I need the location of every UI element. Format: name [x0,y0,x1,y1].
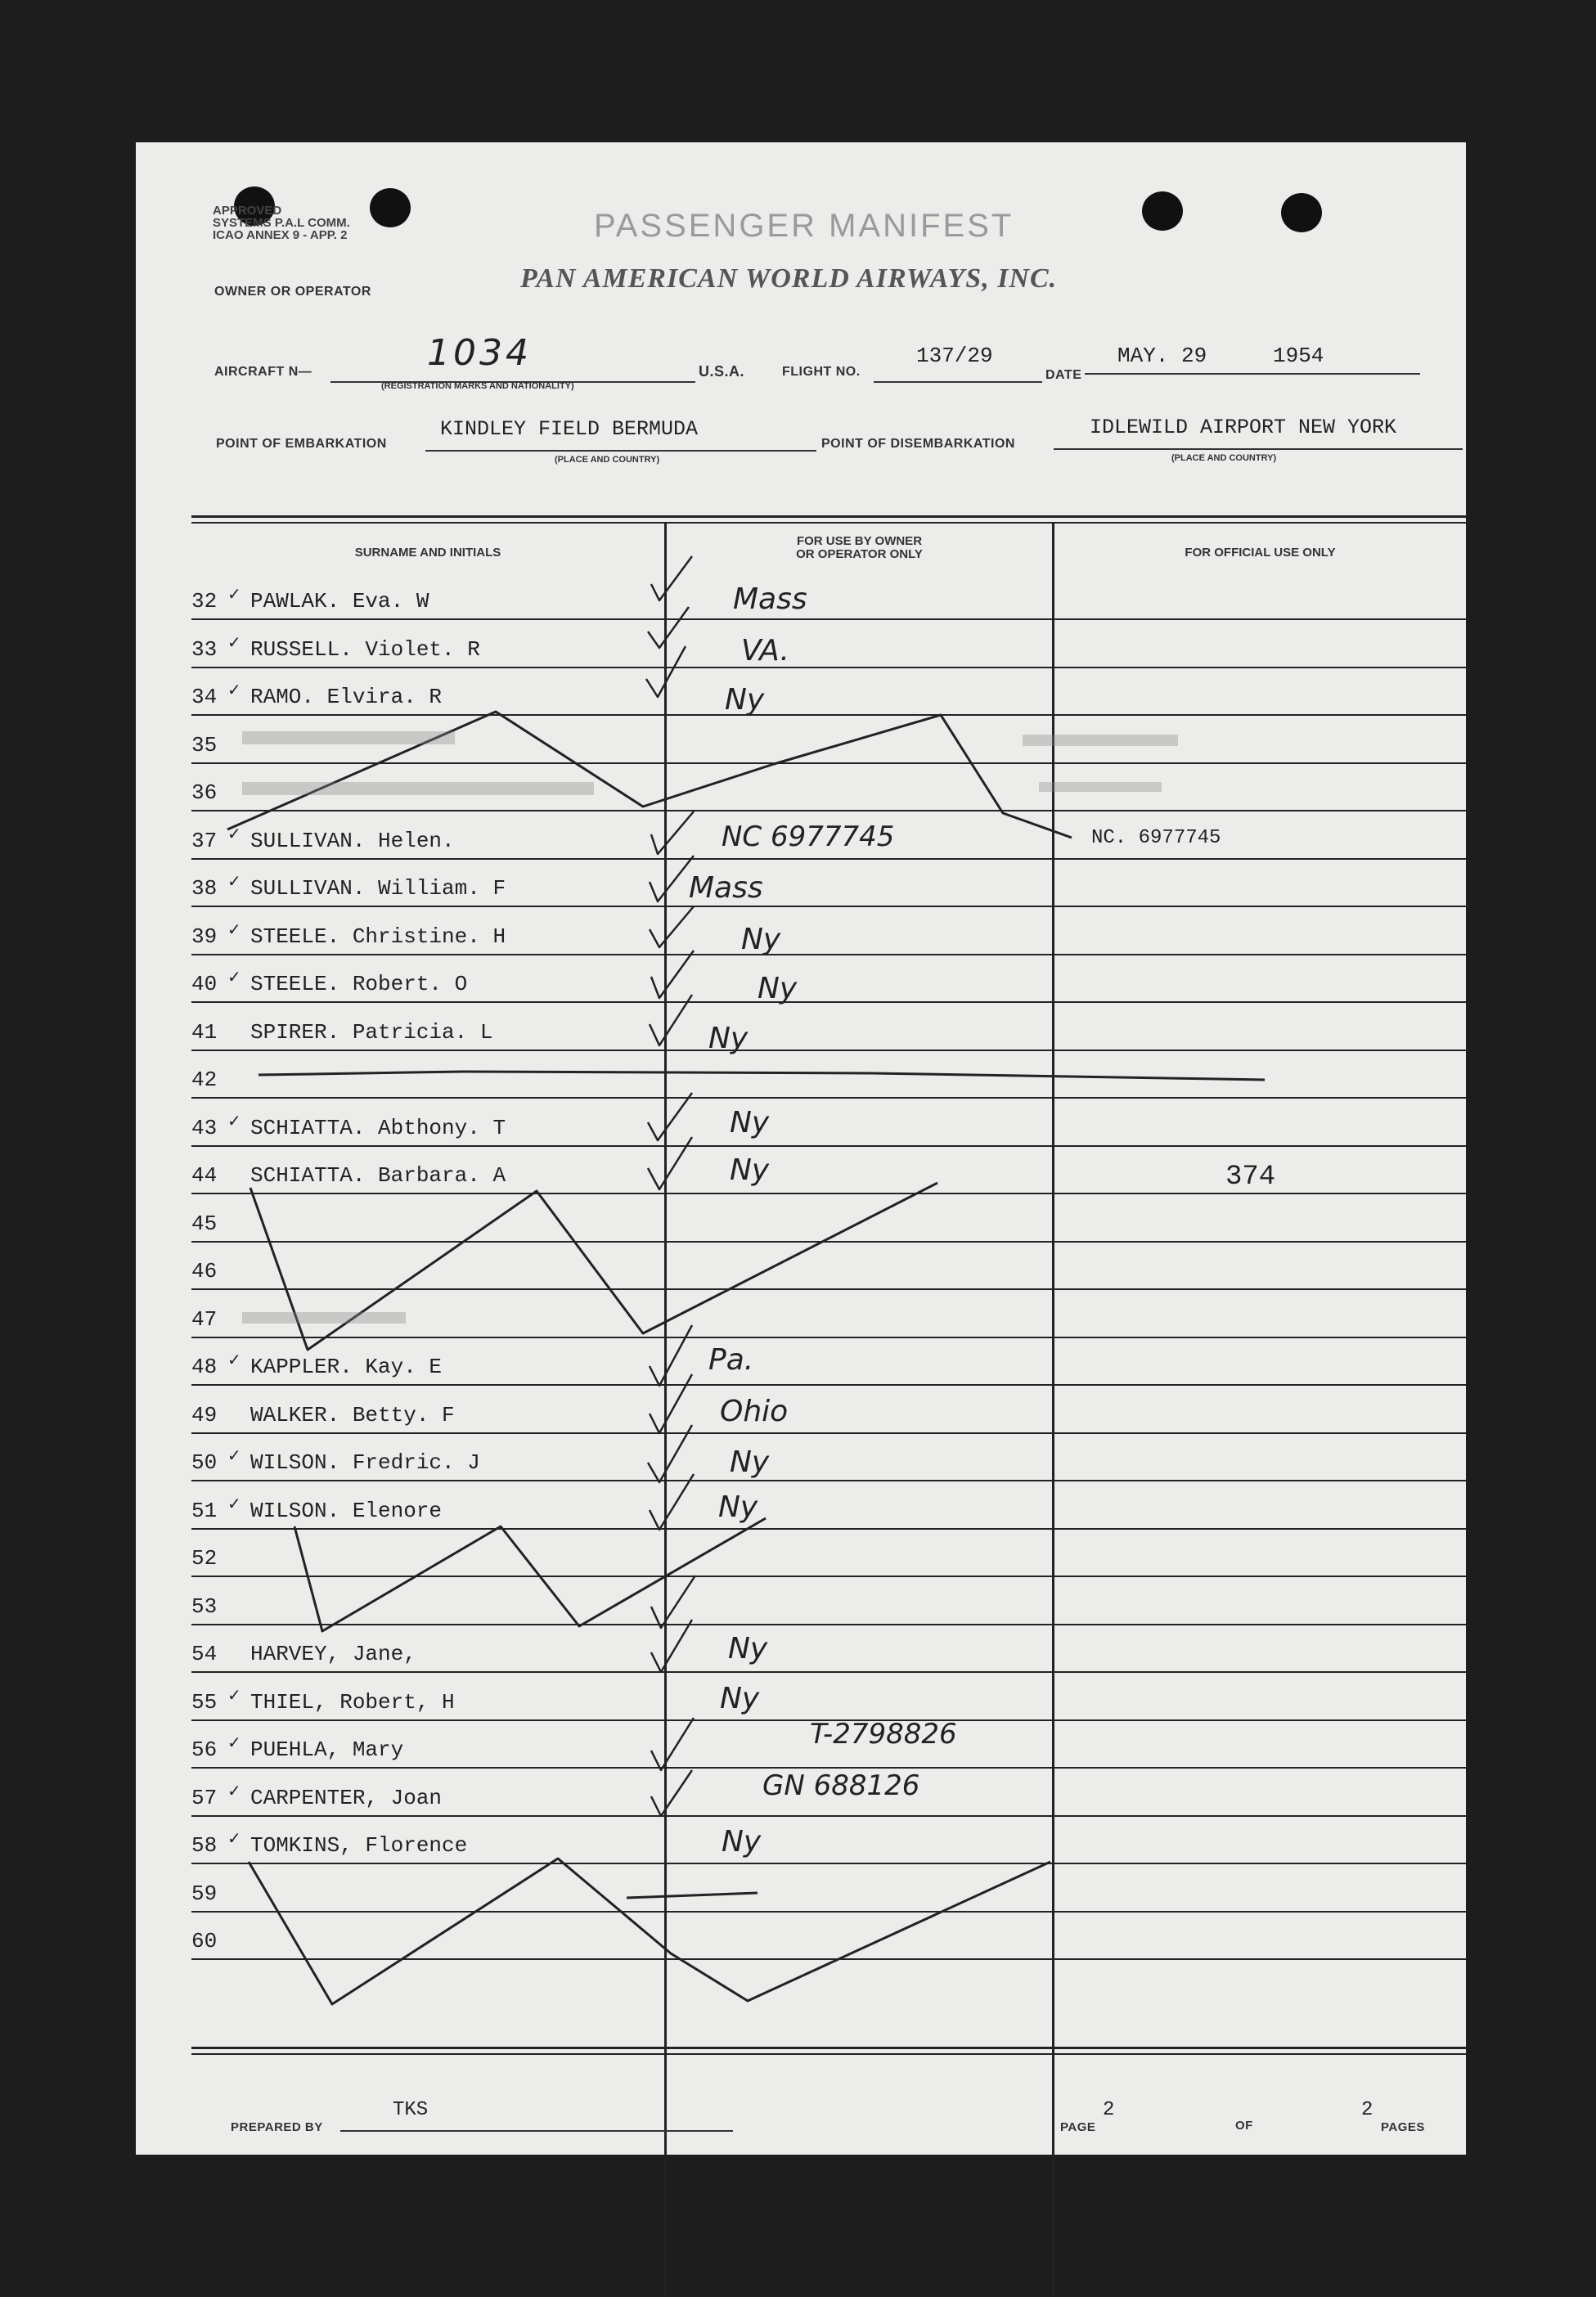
check-marks [651,1770,692,1816]
approval-line: ICAO ANNEX 9 - APP. 2 [213,228,348,242]
owner-use-header-2: OR OPERATOR ONLY [796,547,923,561]
check-mark: ✓ [227,1685,241,1705]
check-marks [651,1576,695,1628]
passenger-name: RUSSELL. Violet. R [250,637,480,662]
owner-note: Ny [728,1632,768,1665]
strikeout-rows-59-60 [249,1859,1050,2004]
row-number: 51 [191,1499,218,1523]
check-marks [651,811,694,854]
company-name: PAN AMERICAN WORLD AIRWAYS, INC. [520,263,1058,294]
check-marks [650,1325,692,1386]
passenger-name: SCHIATTA. Barbara. A [250,1163,506,1188]
row-number: 59 [191,1881,218,1906]
aircraft-value: 1034 [427,332,532,374]
row-number: 36 [191,780,218,805]
passenger-name: STEELE. Robert. O [250,972,468,996]
check-marks [651,556,692,600]
check-mark: ✓ [227,1494,241,1513]
strikeout-rows-45-47 [250,1183,937,1350]
page-value: 2 [1103,2099,1115,2121]
passenger-name: WALKER. Betty. F [250,1403,455,1427]
check-mark: ✓ [227,1781,241,1800]
passenger-name: PAWLAK. Eva. W [250,589,429,614]
check-mark: ✓ [227,632,241,652]
passenger-name: HARVEY, Jane, [250,1642,416,1666]
check-marks [651,1620,692,1672]
flight-label: FLIGHT NO. [782,365,861,379]
check-mark: ✓ [227,1733,241,1752]
row-number: 58 [191,1833,218,1858]
official-header: FOR OFFICIAL USE ONLY [1185,546,1336,560]
check-mark: ✓ [227,824,241,843]
owner-note: Ny [730,1153,770,1187]
passenger-name: THIEL, Robert, H [250,1690,455,1715]
date-label: DATE [1045,368,1082,382]
page-label: PAGE [1060,2120,1096,2134]
passenger-name: STEELE. Christine. H [250,924,506,949]
row-number: 44 [191,1163,218,1188]
erasure-smudge [242,782,594,795]
place-caption-2: (PLACE AND COUNTRY) [1171,453,1277,463]
row-number: 52 [191,1546,218,1571]
check-marks [648,1425,692,1482]
manifest-sheet [136,142,1466,2155]
row-number: 56 [191,1737,218,1762]
owner-note: Pa. [708,1343,754,1377]
check-marks [651,951,694,998]
owner-label: OWNER OR OPERATOR [214,285,371,299]
owner-note: T-2798826 [810,1718,957,1751]
strikeout-rows-52-53 [294,1518,766,1631]
strikeout-rows-35-36 [227,712,1072,838]
owner-note: GN 688126 [762,1769,920,1802]
check-marks [650,995,692,1045]
row-number: 50 [191,1450,218,1475]
row-number: 41 [191,1020,218,1045]
aircraft-label: AIRCRAFT N— [214,365,312,379]
row-number: 48 [191,1355,218,1379]
check-mark: ✓ [227,1350,241,1369]
passenger-name: SCHIATTA. Abthony. T [250,1116,506,1140]
check-mark: ✓ [227,584,241,604]
passenger-name: TOMKINS, Florence [250,1833,468,1858]
passenger-name: WILSON. Elenore [250,1499,443,1523]
pages-label: PAGES [1381,2120,1425,2134]
year-value: 1954 [1273,344,1324,368]
row-number: 55 [191,1690,218,1715]
check-marks [650,1374,692,1433]
passenger-name: SPIRER. Patricia. L [250,1020,493,1045]
row-number: 60 [191,1929,218,1953]
passenger-name: RAMO. Elvira. R [250,685,443,709]
form-title: PASSENGER MANIFEST [594,208,1014,244]
flight-value: 137/29 [916,344,993,368]
check-marks [648,1093,692,1140]
check-mark: ✓ [227,871,241,891]
owner-note: Ny [708,1022,749,1055]
row-number: 34 [191,685,218,709]
owner-note: NC 6977745 [722,820,895,853]
owner-note: Ny [720,1682,760,1715]
check-marks [650,906,694,947]
owner-note: Ny [758,972,798,1005]
row-number: 35 [191,733,218,757]
passenger-name: SULLIVAN. Helen. [250,829,455,853]
strikeout-row-56 [627,1893,758,1898]
passenger-name: WILSON. Fredric. J [250,1450,480,1475]
check-marks [646,646,686,697]
passenger-name: KAPPLER. Kay. E [250,1355,443,1379]
check-mark: ✓ [227,967,241,987]
prepared-value: TKS [393,2099,429,2121]
owner-note: Ohio [720,1395,789,1428]
check-marks [650,856,694,901]
surname-header: SURNAME AND INITIALS [354,546,501,560]
owner-note: Ny [718,1490,758,1524]
date-value: MAY. 29 [1117,344,1207,368]
owner-note: Ny [725,683,765,717]
row-number: 32 [191,589,218,614]
strikeout-row-42 [259,1072,1265,1080]
place-caption: (PLACE AND COUNTRY) [555,455,660,465]
owner-note: Ny [722,1825,762,1859]
disembarkation-value: IDLEWILD AIRPORT NEW YORK [1090,416,1397,439]
row-number: 54 [191,1642,218,1666]
row-number: 37 [191,829,218,853]
check-mark: ✓ [227,1828,241,1848]
handwritten-strikeouts [136,142,1466,2155]
owner-use-header-1: FOR USE BY OWNER [796,534,923,548]
row-number: 39 [191,924,218,949]
check-marks [651,1718,694,1770]
of-value: 2 [1361,2099,1373,2121]
official-entry: NC. 6977745 [1091,827,1221,849]
prepared-label: PREPARED BY [231,2120,323,2134]
row-number: 46 [191,1259,218,1283]
passenger-name: SULLIVAN. William. F [250,876,506,901]
check-mark: ✓ [227,919,241,939]
registration-caption: (REGISTRATION MARKS AND NATIONALITY) [381,381,574,391]
check-marks [648,607,689,648]
passenger-name: PUEHLA, Mary [250,1737,404,1762]
row-number: 33 [191,637,218,662]
usa-label: U.S.A. [699,363,745,380]
erasure-smudge [242,731,455,744]
approval-line: SYSTEMS P.A.L COMM. [213,216,350,230]
row-number: 38 [191,876,218,901]
row-number: 47 [191,1307,218,1332]
official-entry: 374 [1225,1162,1276,1193]
check-mark: ✓ [227,1445,241,1465]
approval-line: APPROVED [213,204,282,218]
owner-note: Mass [689,871,763,905]
row-number: 43 [191,1116,218,1140]
erasure-smudge [1039,782,1162,792]
row-number: 42 [191,1068,218,1092]
of-label: OF [1235,2119,1253,2133]
erasure-smudge [1023,735,1178,746]
row-number: 49 [191,1403,218,1427]
row-number: 53 [191,1594,218,1619]
embarkation-value: KINDLEY FIELD BERMUDA [440,417,699,441]
passenger-name: CARPENTER, Joan [250,1786,443,1810]
check-marks [648,1137,692,1189]
owner-note: Ny [730,1445,770,1479]
owner-note: VA. [741,634,789,668]
row-number: 40 [191,972,218,996]
disembarkation-label: POINT OF DISEMBARKATION [821,437,1015,451]
check-mark: ✓ [227,1111,241,1131]
check-marks [650,1474,694,1530]
owner-note: Mass [733,582,807,616]
erasure-smudge [242,1312,406,1324]
owner-note: Ny [730,1106,770,1140]
embarkation-label: POINT OF EMBARKATION [216,437,387,451]
check-mark: ✓ [227,680,241,699]
row-number: 45 [191,1211,218,1236]
row-number: 57 [191,1786,218,1810]
owner-note: Ny [741,923,781,956]
